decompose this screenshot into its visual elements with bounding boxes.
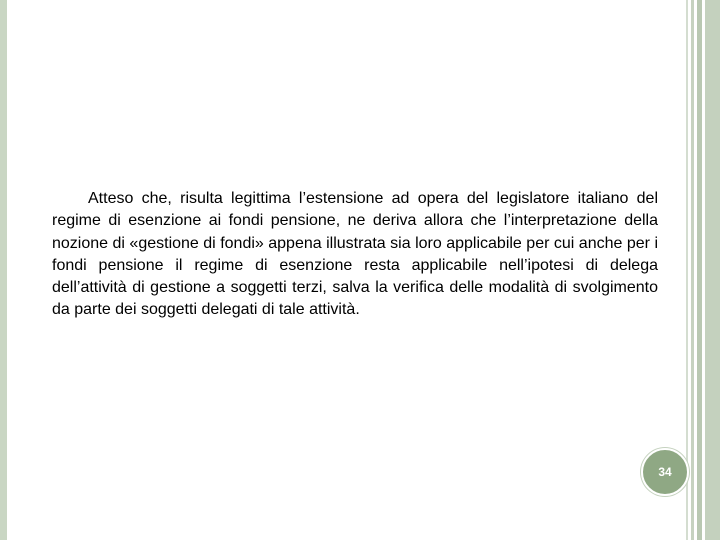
right-border-decoration (686, 0, 720, 540)
border-stripe (697, 0, 702, 540)
border-stripe (686, 0, 688, 540)
left-border-decoration (0, 0, 7, 540)
slide-body-paragraph: Atteso che, risulta legittima l’estensione ad opera del legislatore italiano del regime di esenzione ai fondi pensione, ne deriva allora che l’interpretazione della nozione di «gestione di fondi» appena illustrata sia loro applicabile per cui anche per i fondi pensione il regime di esenzione resta applicabile nell’ipotesi di delega dell’attività di gestione a soggetti terzi, salva la verifica delle modalità di svolgimento da parte dei soggetti delegati di tale attività. (52, 190, 658, 319)
page-number-badge: 34 (641, 448, 689, 496)
border-stripe (705, 0, 720, 540)
border-stripe (691, 0, 694, 540)
